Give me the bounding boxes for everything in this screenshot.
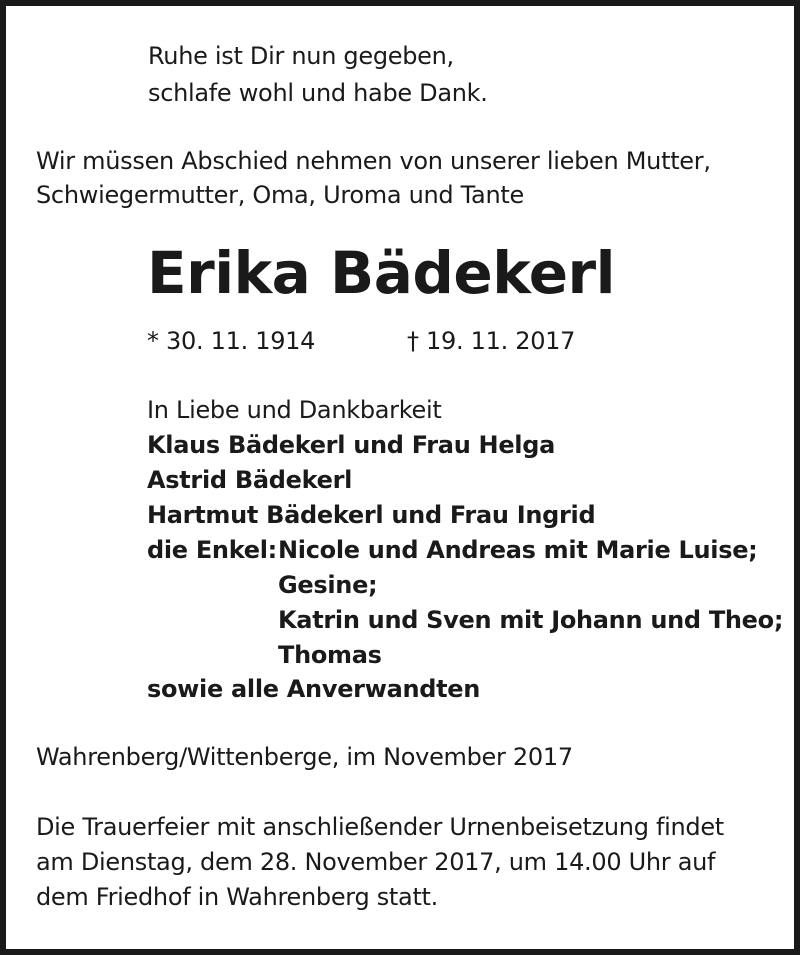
- grandchild-line-2: Gesine;: [278, 571, 378, 599]
- intro-line-2: Schwiegermutter, Oma, Uroma und Tante: [36, 181, 524, 209]
- mourners-closing: sowie alle Anverwandten: [147, 675, 481, 703]
- ceremony-line-1: Die Trauerfeier mit anschließender Urnenbeisetzung findet: [36, 813, 724, 841]
- grandchildren-label: die Enkel:: [147, 536, 277, 564]
- death-date: † 19. 11. 2017: [407, 327, 576, 355]
- grandchild-line-3: Katrin und Sven mit Johann und Theo;: [278, 606, 784, 634]
- ceremony-line-3: dem Friedhof in Wahrenberg statt.: [36, 883, 438, 911]
- birth-date: * 30. 11. 1914: [147, 327, 316, 355]
- mourner-name-2: Astrid Bädekerl: [147, 466, 353, 494]
- grandchild-line-4: Thomas: [278, 641, 382, 669]
- place-date: Wahrenberg/Wittenberge, im November 2017: [36, 743, 573, 771]
- mourner-name-3: Hartmut Bädekerl und Frau Ingrid: [147, 501, 596, 529]
- ceremony-line-2: am Dienstag, dem 28. November 2017, um 14.00 Uhr auf: [36, 848, 716, 876]
- mourner-name-1: Klaus Bädekerl und Frau Helga: [147, 431, 556, 459]
- mourners-opening: In Liebe und Dankbarkeit: [147, 396, 442, 424]
- motto-line-2: schlafe wohl und habe Dank.: [148, 79, 488, 107]
- intro-line-1: Wir müssen Abschied nehmen von unserer lieben Mutter,: [36, 147, 711, 175]
- deceased-name: Erika Bädekerl: [147, 239, 616, 307]
- grandchild-line-1: Nicole und Andreas mit Marie Luise;: [278, 536, 758, 564]
- motto-line-1: Ruhe ist Dir nun gegeben,: [148, 42, 454, 70]
